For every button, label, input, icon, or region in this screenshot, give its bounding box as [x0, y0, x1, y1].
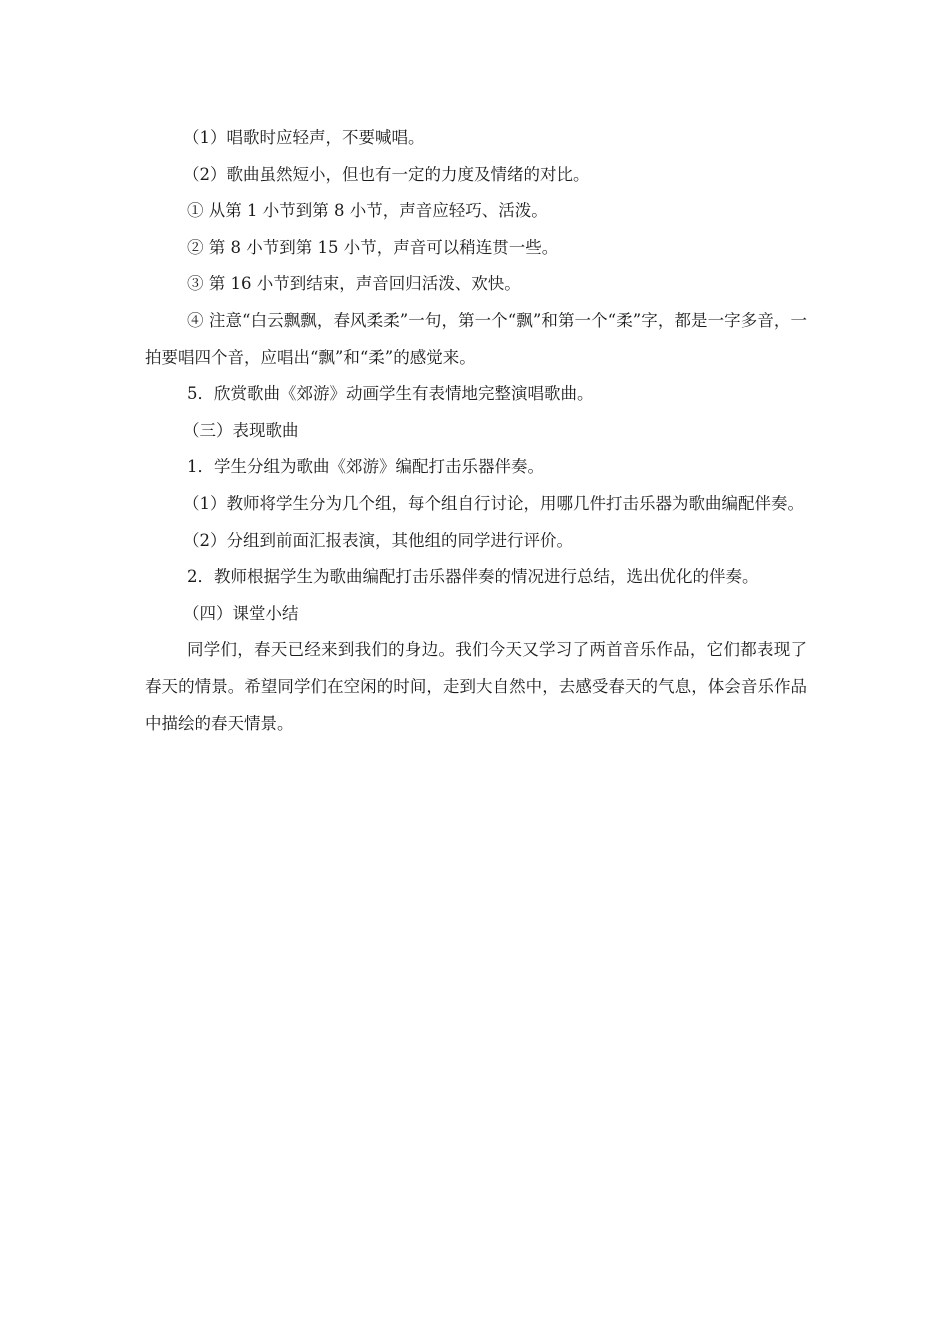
- paragraph-group-report: （2）分组到前面汇报表演，其他组的同学进行评价。: [183, 530, 573, 550]
- paragraph-bars-1-8: ① 从第 1 小节到第 8 小节，声音应轻巧、活泼。: [187, 201, 548, 221]
- paragraph-bar-16-end: ③ 第 16 小节到结束，声音回归活泼、欢快。: [187, 274, 521, 294]
- paragraph-dynamics-contrast: （2）歌曲虽然短小，但也有一定的力度及情绪的对比。: [183, 164, 590, 184]
- paragraph-teacher-summary: 2．教师根据学生为歌曲编配打击乐器伴奏的情况进行总结，选出优化的伴奏。: [187, 567, 759, 587]
- document-body: [145, 120, 807, 742]
- section-heading-perform: （三）表现歌曲: [183, 420, 299, 440]
- paragraph-class-conclusion: 同学们，春天已经来到我们的身边。我们今天又学习了两首音乐作品，它们都表现了春天的情景。希望同学们在空闲的时间，走到大自然中，去感受春天的气息，体会音乐作品中描绘的春天情景。: [145, 640, 807, 733]
- paragraph-appreciate-song: 5．欣赏歌曲《郊游》动画学生有表情地完整演唱歌曲。: [187, 384, 594, 404]
- section-heading-summary: （四）课堂小结: [183, 603, 299, 623]
- paragraph-singing-softly: （1）唱歌时应轻声，不要喊唱。: [183, 128, 425, 147]
- paragraph-melisma-note: ④ 注意“白云飘飘，春风柔柔”一句，第一个“飘”和第一个“柔”字，都是一字多音，一拍要唱四个音，应唱出“飘”和“柔”的感觉来。: [145, 310, 807, 367]
- paragraph-bars-8-15: ② 第 8 小节到第 15 小节，声音可以稍连贯一些。: [187, 237, 559, 257]
- paragraph-group-discussion: （1）教师将学生分为几个组，每个组自行讨论，用哪几件打击乐器为歌曲编配伴奏。: [183, 493, 804, 513]
- paragraph-group-accompaniment: 1．学生分组为歌曲《郊游》编配打击乐器伴奏。: [187, 457, 544, 477]
